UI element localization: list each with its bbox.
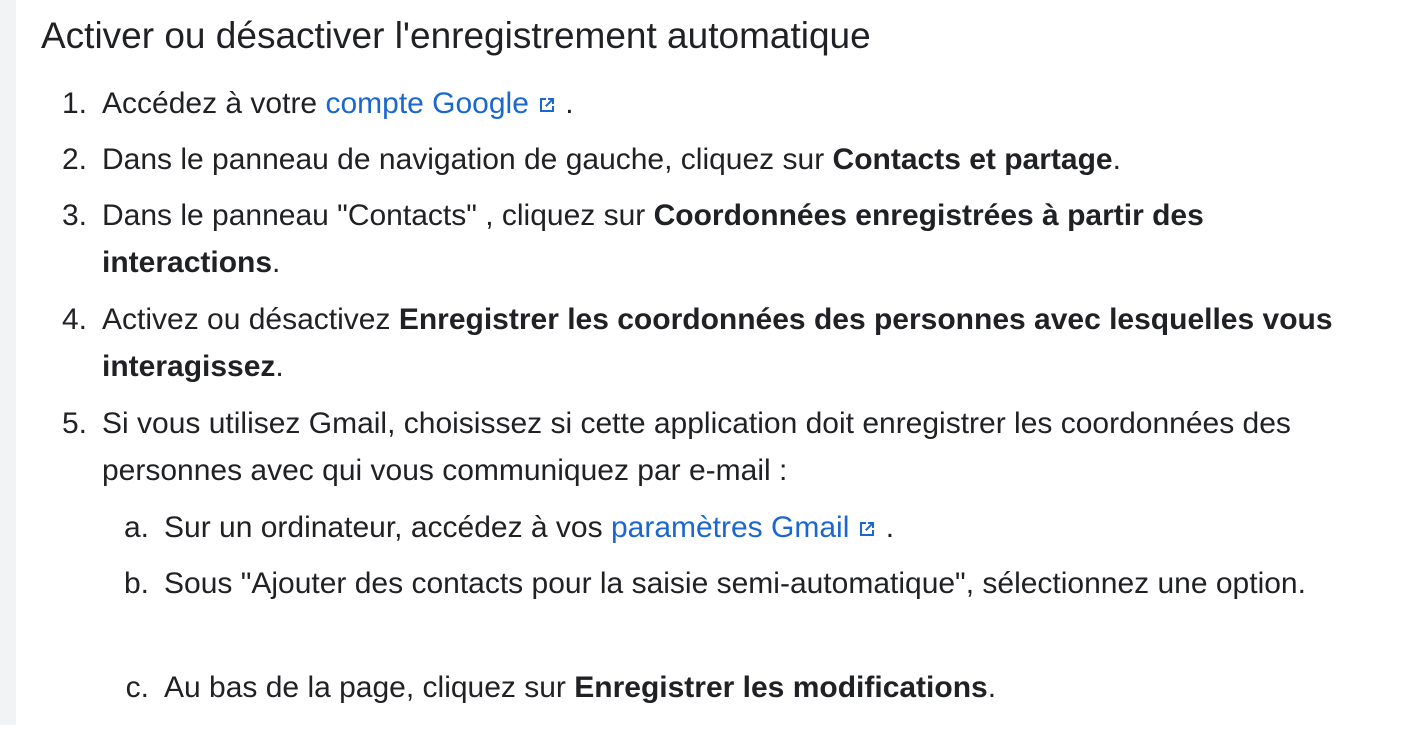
step-number: 1. xyxy=(61,87,87,120)
step-number: 2. xyxy=(61,143,87,176)
link-text: compte Google xyxy=(325,87,529,120)
substep-letter: c. xyxy=(125,671,149,704)
step-text xyxy=(102,136,1377,183)
step-text-after: . xyxy=(1112,143,1121,176)
step-bold-text: Coordonnées enregistrées à partir des interactions xyxy=(102,199,1204,279)
step-bold-text: Enregistrer les coordonnées des personnes avec lesquelles vous interagissez xyxy=(102,303,1333,383)
substep-text-before: Sur un ordinateur, accédez à vos xyxy=(164,511,611,544)
step-text-before: Activez ou désactivez xyxy=(102,303,399,336)
step-bold-text: Contacts et partage xyxy=(832,143,1113,176)
step-text-before: Dans le panneau "Contacts" , cliquez sur xyxy=(102,199,654,232)
step-text-before: Dans le panneau de navigation de gauche, cliquez sur xyxy=(102,143,833,176)
substep-bold-text: Enregistrer les modifications xyxy=(574,671,988,704)
substep-text xyxy=(164,504,1379,551)
substep-text: Sous "Ajouter des contacts pour la saisie semi-automatique", sélectionnez une option. xyxy=(164,567,1306,600)
substep-letter: a. xyxy=(123,511,149,544)
external-link-icon xyxy=(537,95,557,115)
substep-letter: b. xyxy=(123,567,149,600)
step-number: 4. xyxy=(61,303,87,336)
step-text xyxy=(102,296,1377,390)
left-border-rule xyxy=(0,0,16,725)
substep-text-before: Au bas de la page, cliquez sur xyxy=(164,671,575,704)
step-text xyxy=(102,80,1377,127)
gmail-settings-link[interactable] xyxy=(611,511,877,544)
step-text-before: Accédez à votre xyxy=(102,87,326,120)
step-text-after: . xyxy=(272,246,281,279)
external-link-icon xyxy=(857,519,877,539)
google-account-link[interactable] xyxy=(325,87,556,120)
step-text-after: . xyxy=(556,87,574,120)
step-text: Si vous utilisez Gmail, choisissez si cette application doit enregistrer les coordonnées des personnes avec qui vous communiquez par e-mail : xyxy=(102,407,1291,487)
step-number: 3. xyxy=(61,199,87,232)
step-text xyxy=(102,192,1377,286)
step-text-after: . xyxy=(275,350,284,383)
substep-text xyxy=(164,664,1379,711)
substep-text-after: . xyxy=(987,671,997,704)
step-number: 5. xyxy=(61,407,87,440)
section-heading: Activer ou désactiver l'enregistrement automatique xyxy=(41,15,871,56)
substep-text-after: . xyxy=(877,511,895,544)
link-text: paramètres Gmail xyxy=(610,511,850,544)
